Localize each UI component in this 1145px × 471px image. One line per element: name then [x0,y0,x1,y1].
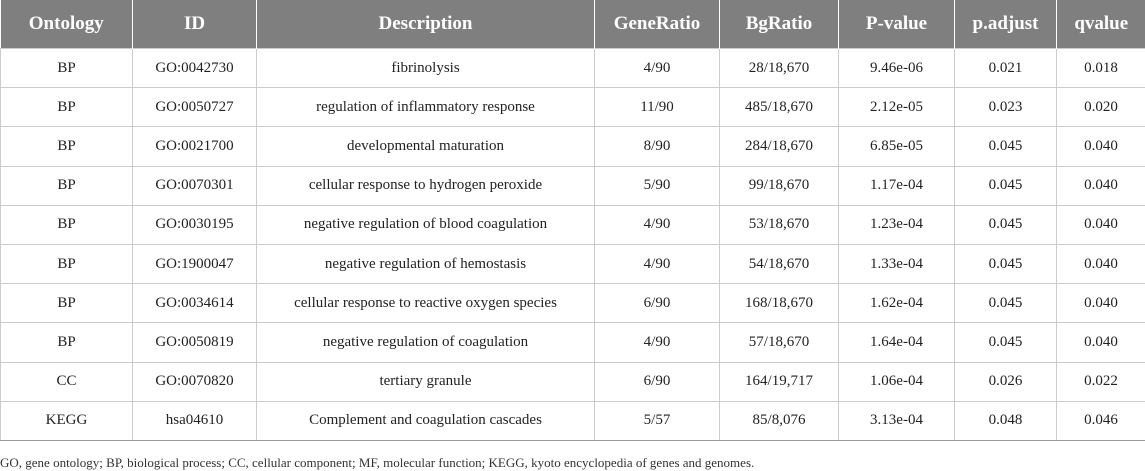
cell-p-value: 1.06e-04 [839,362,955,401]
cell-p-value: 1.17e-04 [839,166,955,205]
cell-gene-ratio: 8/90 [595,127,720,166]
cell-p-value: 3.13e-04 [839,401,955,440]
cell-ontology: CC [1,362,133,401]
table-row [1,127,1145,166]
cell-id: GO:0021700 [133,127,257,166]
cell-q-value: 0.046 [1057,401,1145,440]
cell-p-adjust: 0.026 [955,362,1057,401]
cell-ontology: BP [1,88,133,127]
cell-q-value: 0.040 [1057,166,1145,205]
cell-bg-ratio: 85/8,076 [720,401,839,440]
cell-bg-ratio: 485/18,670 [720,88,839,127]
cell-p-adjust: 0.045 [955,205,1057,244]
cell-ontology: KEGG [1,401,133,440]
cell-ontology: BP [1,127,133,166]
table-row [1,323,1145,362]
cell-description: negative regulation of hemostasis [257,244,595,283]
cell-ontology: BP [1,205,133,244]
cell-id: GO:1900047 [133,244,257,283]
header-p-adjust: p.adjust [955,0,1057,49]
cell-p-adjust: 0.045 [955,127,1057,166]
cell-bg-ratio: 164/19,717 [720,362,839,401]
cell-id: GO:0030195 [133,205,257,244]
cell-description: tertiary granule [257,362,595,401]
cell-bg-ratio: 99/18,670 [720,166,839,205]
cell-gene-ratio: 4/90 [595,244,720,283]
cell-bg-ratio: 284/18,670 [720,127,839,166]
cell-gene-ratio: 4/90 [595,323,720,362]
header-q-value: qvalue [1057,0,1145,49]
cell-q-value: 0.040 [1057,244,1145,283]
cell-p-value: 2.12e-05 [839,88,955,127]
cell-description: negative regulation of blood coagulation [257,205,595,244]
cell-ontology: BP [1,49,133,88]
cell-p-adjust: 0.045 [955,323,1057,362]
cell-description: developmental maturation [257,127,595,166]
cell-id: GO:0034614 [133,284,257,323]
cell-p-value: 1.23e-04 [839,205,955,244]
cell-bg-ratio: 168/18,670 [720,284,839,323]
cell-ontology: BP [1,244,133,283]
cell-description: cellular response to reactive oxygen species [257,284,595,323]
cell-q-value: 0.018 [1057,49,1145,88]
cell-gene-ratio: 6/90 [595,284,720,323]
cell-description: cellular response to hydrogen peroxide [257,166,595,205]
cell-bg-ratio: 54/18,670 [720,244,839,283]
table-row [1,284,1145,323]
cell-id: GO:0042730 [133,49,257,88]
cell-p-value: 1.64e-04 [839,323,955,362]
cell-id: GO:0070820 [133,362,257,401]
header-id: ID [133,0,257,49]
cell-q-value: 0.040 [1057,284,1145,323]
cell-description: fibrinolysis [257,49,595,88]
cell-description: Complement and coagulation cascades [257,401,595,440]
cell-gene-ratio: 5/57 [595,401,720,440]
cell-p-adjust: 0.045 [955,284,1057,323]
cell-ontology: BP [1,284,133,323]
cell-p-value: 9.46e-06 [839,49,955,88]
cell-bg-ratio: 57/18,670 [720,323,839,362]
table-row [1,166,1145,205]
table-row [1,362,1145,401]
table-row [1,401,1145,440]
cell-gene-ratio: 4/90 [595,205,720,244]
cell-id: hsa04610 [133,401,257,440]
cell-q-value: 0.040 [1057,323,1145,362]
header-p-value: P-value [839,0,955,49]
cell-q-value: 0.020 [1057,88,1145,127]
cell-gene-ratio: 11/90 [595,88,720,127]
header-description: Description [257,0,595,49]
cell-p-value: 6.85e-05 [839,127,955,166]
header-bg-ratio: BgRatio [720,0,839,49]
table-row [1,49,1145,88]
cell-p-adjust: 0.023 [955,88,1057,127]
table-row [1,244,1145,283]
cell-ontology: BP [1,166,133,205]
cell-id: GO:0050727 [133,88,257,127]
table-footnote: GO, gene ontology; BP, biological process; CC, cellular component; MF, molecular function; KEGG, kyoto encyclopedia of genes and genomes. [0,455,755,470]
table-header-row [1,0,1145,49]
cell-gene-ratio: 4/90 [595,49,720,88]
cell-gene-ratio: 6/90 [595,362,720,401]
header-gene-ratio: GeneRatio [595,0,720,49]
cell-q-value: 0.040 [1057,127,1145,166]
cell-gene-ratio: 5/90 [595,166,720,205]
cell-p-adjust: 0.045 [955,244,1057,283]
cell-p-adjust: 0.045 [955,166,1057,205]
cell-id: GO:0050819 [133,323,257,362]
cell-q-value: 0.022 [1057,362,1145,401]
cell-p-value: 1.62e-04 [839,284,955,323]
cell-description: negative regulation of coagulation [257,323,595,362]
cell-q-value: 0.040 [1057,205,1145,244]
cell-bg-ratio: 53/18,670 [720,205,839,244]
table-row [1,88,1145,127]
cell-p-adjust: 0.048 [955,401,1057,440]
header-ontology: Ontology [1,0,133,49]
cell-ontology: BP [1,323,133,362]
cell-p-value: 1.33e-04 [839,244,955,283]
table-row [1,205,1145,244]
cell-p-adjust: 0.021 [955,49,1057,88]
cell-description: regulation of inflammatory response [257,88,595,127]
cell-bg-ratio: 28/18,670 [720,49,839,88]
cell-id: GO:0070301 [133,166,257,205]
